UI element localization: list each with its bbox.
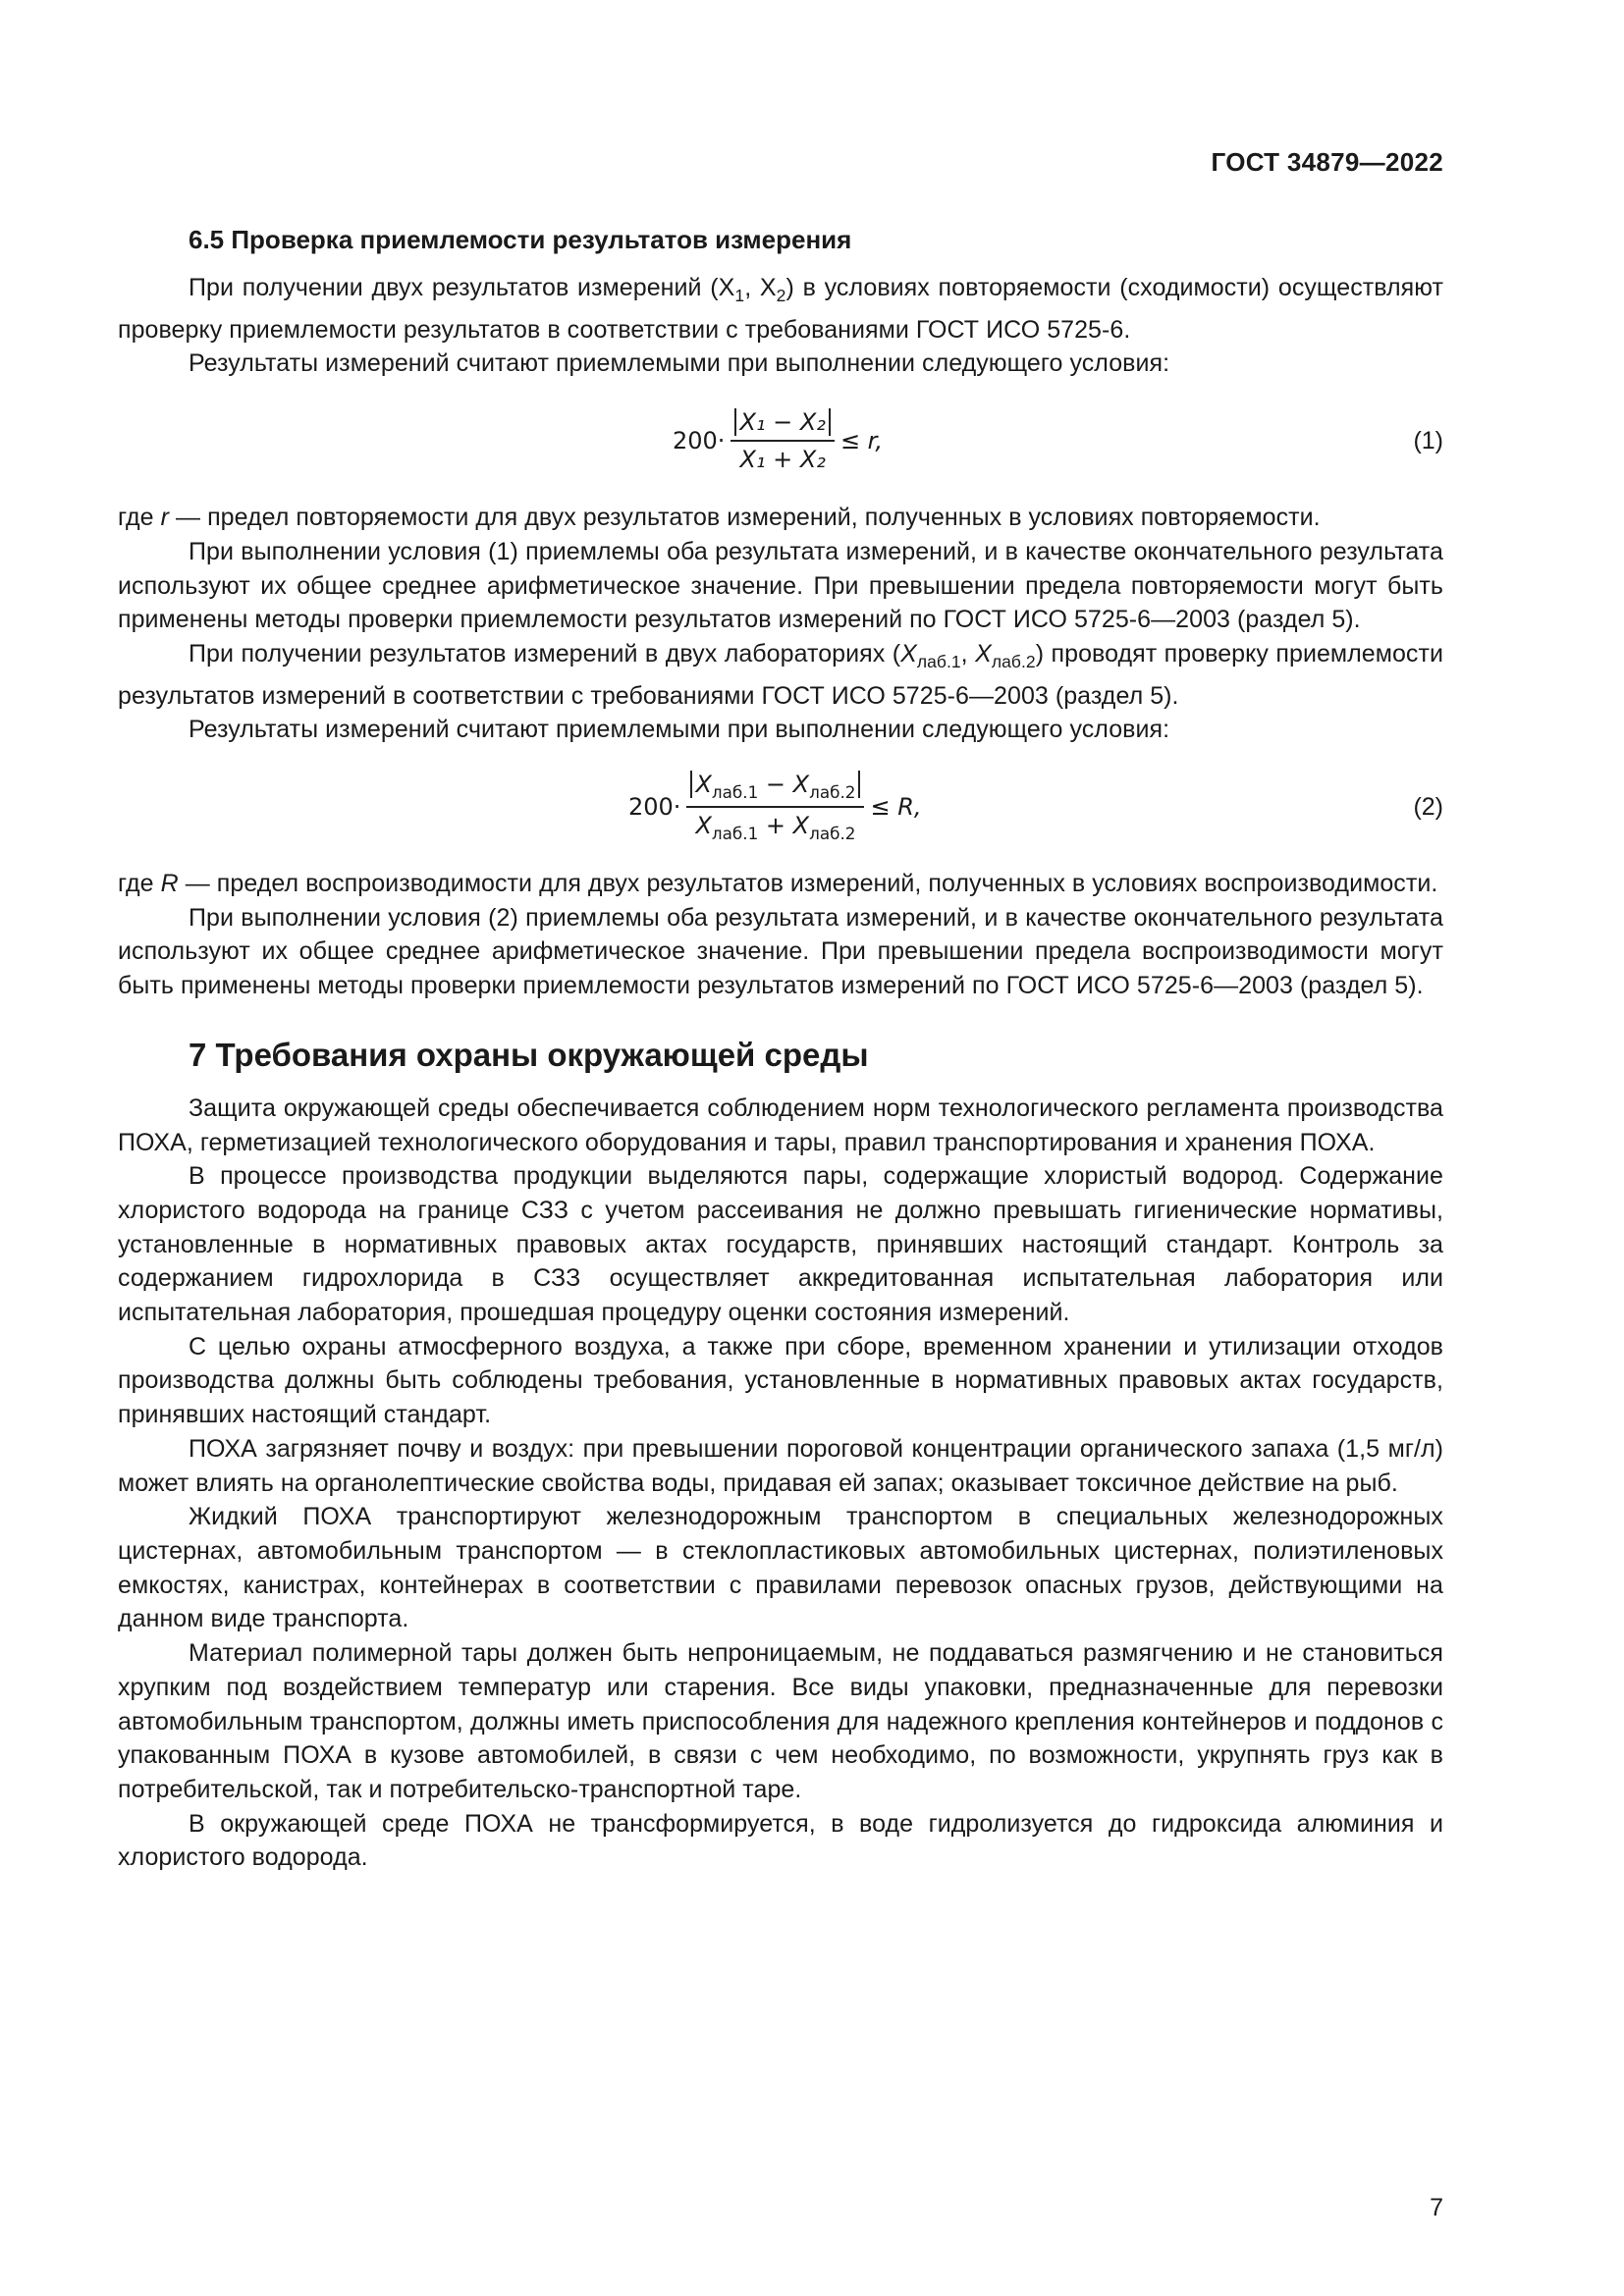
formula-numerator: X₁ − X₂ (734, 408, 831, 436)
formula-number: (1) (1413, 426, 1443, 454)
paragraph: При выполнении условия (1) приемлемы оба результата измерений, и в качестве окончательного результата используют их общее среднее арифметическое значение. При превышении предела повторяемости могут быть применены методы проверки приемлемости результатов измерений по ГОСТ ИСО 5725-6—2003 (раздел 5). (118, 537, 1443, 634)
formula-rhs: ≤ r, (839, 427, 883, 455)
formula-fraction (731, 408, 835, 473)
formula-coefficient: 200· (628, 793, 681, 822)
formula-denominator: X₁ + X₂ (739, 446, 826, 474)
page-number: 7 (1430, 2194, 1443, 2221)
paragraph: Жидкий ПОХА транспортируют железнодорожным транспортом в специальных железнодорожных цистернах, автомобильным транспортом — в стеклопластиковых автомобильных цистернах, полиэтиленовых емкостях, канистрах, контейнерах в соответствии с правилами перевозок опасных грузов, действующими на данном виде транспорта. (118, 1503, 1443, 1633)
formula-coefficient: 200· (673, 427, 726, 455)
paragraph: Материал полимерной тары должен быть непроницаемым, не поддаваться размягчению и не становиться хрупким под воздействием температур или старения. Все виды упаковки, предназначенные для перевозки автомобильным транспортом, должны иметь приспособления для надежного крепления контейнеров и поддонов с упакованным ПОХА в кузове автомобилей, в связи с чем необходимо, по возможности, укрупнять груз как в потребительской, так и потребительско-транспортной таре. (118, 1639, 1443, 1803)
paragraph: где r — предел повторяемости для двух результатов измерений, полученных в условиях повторяемости. (118, 504, 1321, 532)
section-7-heading: 7 Требования охраны окружающей среды (189, 1036, 869, 1073)
page-content (118, 220, 1443, 1875)
paragraph: где R — предел воспроизводимости для двух результатов измерений, полученных в условиях воспроизводимости. (118, 870, 1438, 898)
paragraph: В процессе производства продукции выделяются пары, содержащие хлористый водород. Содержание хлористого водорода на границе СЗЗ с учетом рассеивания не должно превышать гигиенические нормативы, установленные в нормативных правовых актах государств, принявших настоящий стандарт. Контроль за содержанием гидрохлорида в СЗЗ осуществляет аккредитованная испытательная лаборатория или испытательная лаборатория, прошедшая процедуру оценки состояния измерений. (118, 1162, 1443, 1327)
paragraph: С целью охраны атмосферного воздуха, а также при сборе, временном хранении и утилизации отходов производства должны быть соблюдены требования, установленные в нормативных правовых актах государств, принявших настоящий стандарт. (118, 1332, 1443, 1429)
formula-rhs: ≤ R, (870, 793, 922, 822)
paragraph: Защита окружающей среды обеспечивается соблюдением норм технологического регламента производства ПОХА, герметизацией технологического оборудования и тары, правил транспортирования и хранения ПОХА. (118, 1094, 1443, 1156)
paragraph: Результаты измерений считают приемлемыми при выполнении следующего условия: (189, 349, 1170, 378)
paragraph: ПОХА загрязняет почву и воздух: при превышении пороговой концентрации органического запаха (1,5 мг/л) может влиять на органолептические свойства воды, придавая ей запах; оказывает токсичное действие на рыб. (118, 1434, 1443, 1497)
section-6-5-heading: 6.5 Проверка приемлемости результатов измерения (189, 225, 852, 254)
formula-1 (118, 387, 1443, 495)
paragraph: При получении двух результатов измерений ($X_1$, $X_2$) в условиях повторяемости (сходимости) осуществляют проверку приемлемости результатов в соответствии с требованиями ГОСТ ИСО 5725-6. (118, 274, 1444, 344)
formula-2 (118, 753, 1443, 861)
paragraph: В окружающей среде ПОХА не трансформируется, в воде гидролизуется до гидроксида алюминия и хлористого водорода. (118, 1809, 1443, 1872)
document-id-header: ГОСТ 34879—2022 (1211, 147, 1443, 177)
formula-fraction (686, 771, 864, 843)
formula-numerator: $X_{лаб.1} - X_{лаб.2}$ (690, 771, 860, 798)
paragraph: Результаты измерений считают приемлемыми при выполнении следующего условия: (189, 716, 1170, 744)
paragraph: При получении результатов измерений в двух лабораториях ($X_{лаб.1}$, $X_{лаб.2}$) проводят проверку приемлемости результатов измерений в соответствии с требованиями ГОСТ ИСО 5725-6—2003 (раздел 5). (118, 639, 1444, 710)
formula-number: (2) (1413, 792, 1443, 821)
paragraph: При выполнении условия (2) приемлемы оба результата измерений, и в качестве окончательного результата используют их общее среднее арифметическое значение. При превышении предела воспроизводимости могут быть применены методы проверки приемлемости результатов измерений по ГОСТ ИСО 5725-6—2003 (раздел 5). (118, 903, 1443, 1000)
formula-denominator: $X_{лаб.1} + X_{лаб.2}$ (695, 812, 856, 843)
